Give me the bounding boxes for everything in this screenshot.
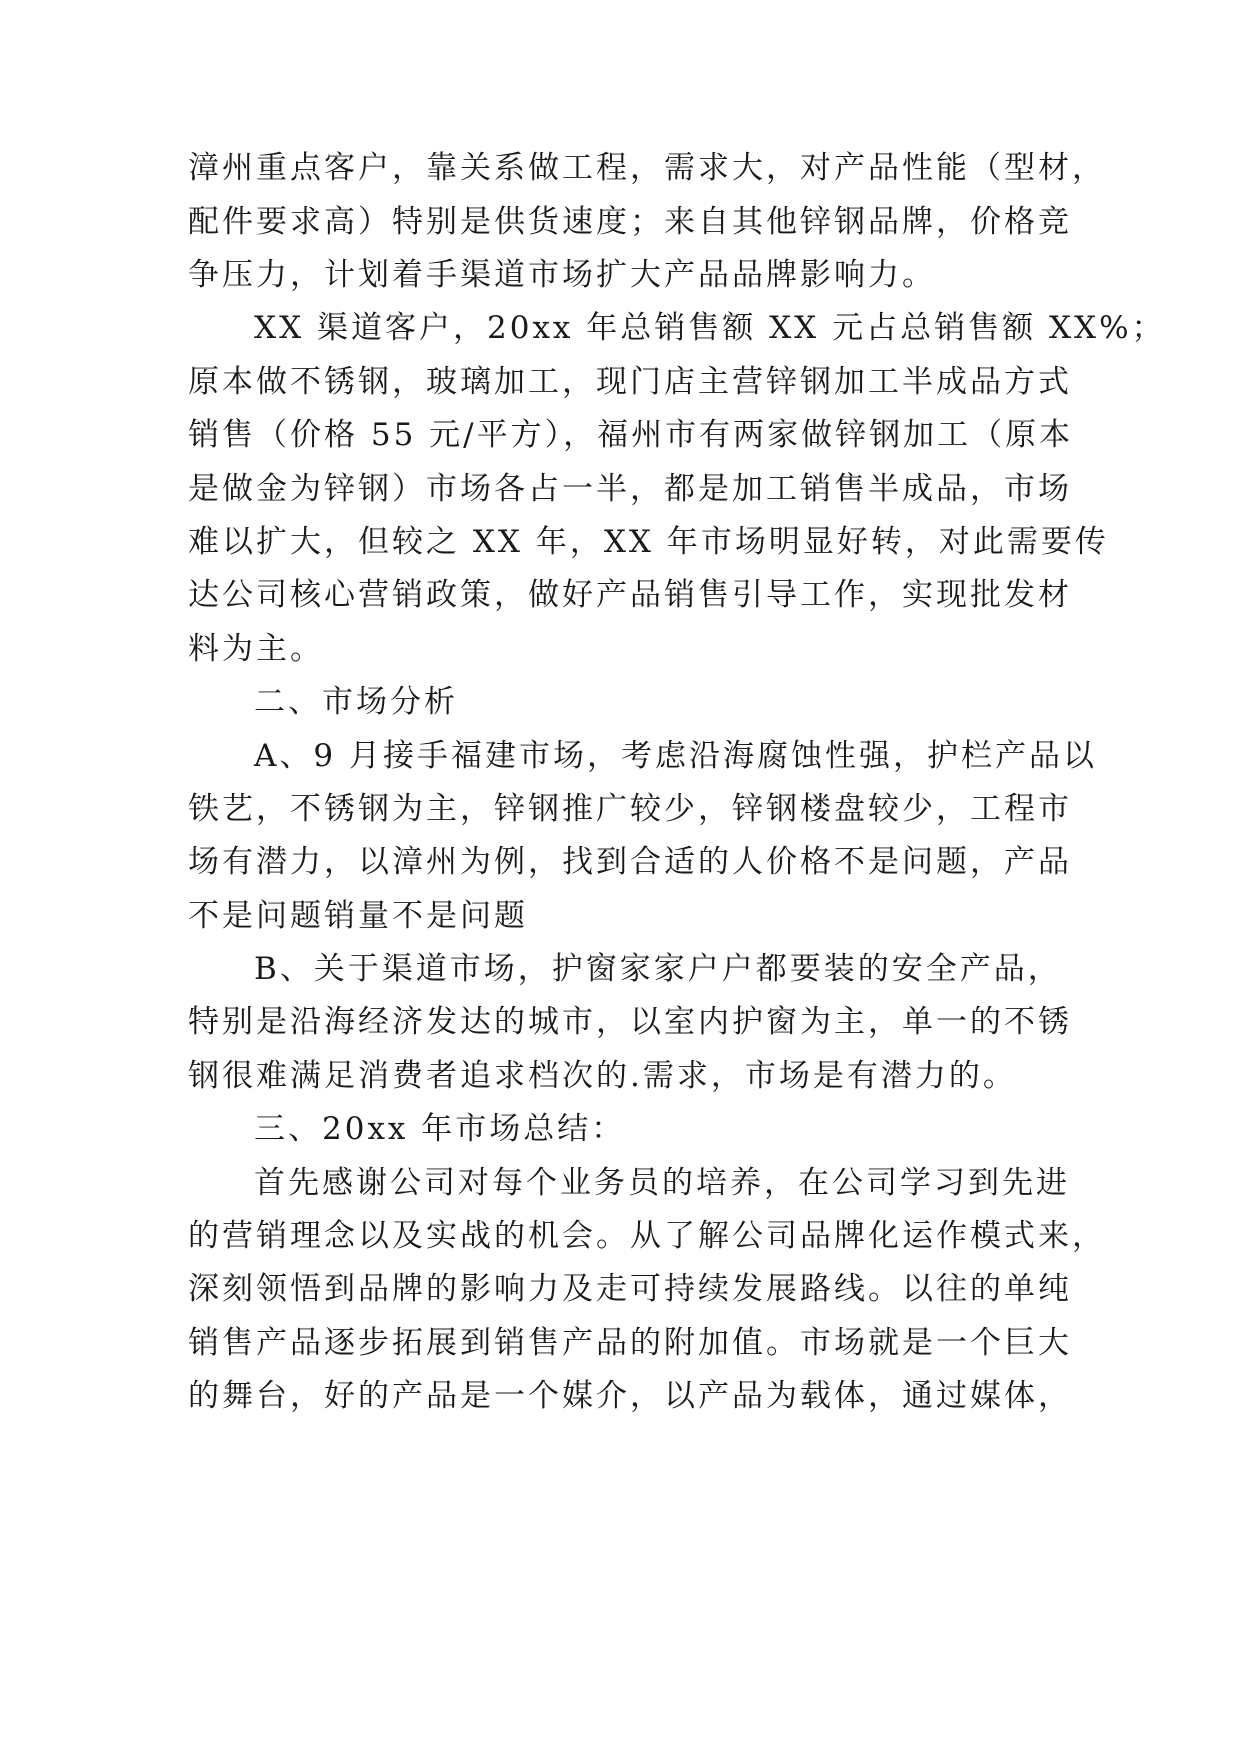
paragraph-first-line: 首先感谢公司对每个业务员的培养，在公司学习到先进 — [254, 1165, 1070, 1201]
text-line: 钢很难满足消费者追求档次的.需求，市场是有潜力的。 — [188, 1058, 1017, 1094]
paragraph-first-line: B、关于渠道市场，护窗家家户户都要装的安全产品， — [254, 951, 1062, 987]
text-line: 的舞台，好的产品是一个媒介，以产品为载体，通过媒体， — [188, 1378, 1072, 1414]
text-line: 料为主。 — [188, 631, 324, 667]
paragraph-first-line: XX 渠道客户，20xx 年总销售额 XX 元占总销售额 XX%； — [254, 310, 1166, 346]
section-heading: 二、市场分析 — [254, 684, 458, 720]
text-line: 达公司核心营销政策，做好产品销售引导工作，实现批发材 — [188, 577, 1072, 613]
text-line: 不是问题销量不是问题 — [188, 898, 528, 934]
text-line: 难以扩大，但较之 XX 年，XX 年市场明显好转，对此需要传 — [188, 524, 1109, 560]
text-line: 销售（价格 55 元/平方），福州市有两家做锌钢加工（原本 — [188, 417, 1074, 453]
text-line: 配件要求高）特别是供货速度；来自其他锌钢品牌，价格竞 — [188, 204, 1072, 240]
text-line: 的营销理念以及实战的机会。从了解公司品牌化运作模式来， — [188, 1218, 1106, 1254]
text-line: 特别是沿海经济发达的城市，以室内护窗为主，单一的不锈 — [188, 1004, 1072, 1040]
text-line: 争压力，计划着手渠道市场扩大产品品牌影响力。 — [188, 257, 936, 293]
text-line: 是做金为锌钢）市场各占一半，都是加工销售半成品，市场 — [188, 471, 1072, 507]
text-line: 深刻领悟到品牌的影响力及走可持续发展路线。以往的单纯 — [188, 1271, 1072, 1307]
section-heading: 三、20xx 年市场总结： — [254, 1111, 626, 1147]
paragraph-first-line: A、9 月接手福建市场，考虑沿海腐蚀性强，护栏产品以 — [254, 738, 1097, 774]
text-line: 原本做不锈钢，玻璃加工，现门店主营锌钢加工半成品方式 — [188, 364, 1072, 400]
text-line: 销售产品逐步拓展到销售产品的附加值。市场就是一个巨大 — [188, 1325, 1072, 1361]
text-line: 铁艺，不锈钢为主，锌钢推广较少，锌钢楼盘较少，工程市 — [188, 791, 1072, 827]
text-line: 漳州重点客户，靠关系做工程，需求大，对产品性能（型材， — [188, 150, 1106, 186]
text-line: 场有潜力，以漳州为例，找到合适的人价格不是问题，产品 — [188, 844, 1072, 880]
